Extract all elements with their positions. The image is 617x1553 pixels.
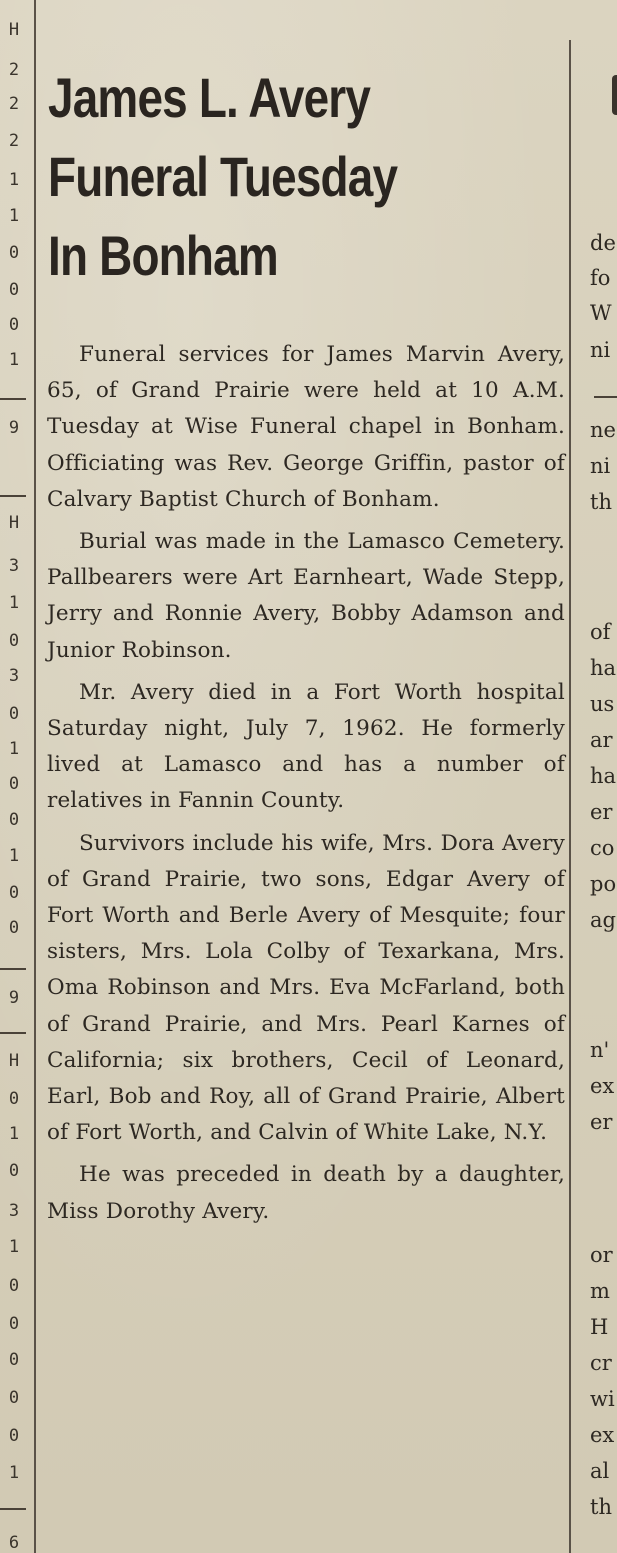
adjacent-text-fragment: co: [590, 836, 615, 860]
article-body: [47, 337, 565, 1230]
margin-digit: 0: [8, 631, 20, 651]
margin-digit: H: [8, 513, 20, 533]
headline-line-2: Funeral Tuesday: [48, 145, 398, 208]
margin-digit: 1: [8, 593, 20, 613]
adjacent-text-fragment: or: [590, 1243, 613, 1267]
headline-line-3: In Bonham: [48, 224, 278, 287]
adjacent-text-fragment: ex: [590, 1423, 615, 1447]
margin-digit: 0: [8, 810, 20, 830]
column-rule-right: [569, 40, 571, 1553]
margin-digit: 0: [8, 774, 20, 794]
adjacent-column-rule: [594, 396, 617, 398]
adjacent-text-fragment: of: [590, 620, 611, 644]
article-headline: [48, 58, 466, 295]
margin-digit: 0: [8, 1276, 20, 1296]
margin-digit: 1: [8, 739, 20, 759]
margin-rule: [0, 398, 26, 400]
margin-digit: 2: [8, 60, 20, 80]
adjacent-text-fragment: ha: [590, 656, 617, 680]
adjacent-text-fragment: m: [590, 1279, 610, 1303]
margin-digit: 0: [8, 918, 20, 938]
margin-digit: H: [8, 1051, 20, 1071]
adjacent-text-fragment: fo: [590, 266, 611, 290]
adjacent-text-fragment: ne: [590, 418, 616, 442]
adjacent-text-fragment: wi: [590, 1387, 615, 1411]
margin-digit: 1: [8, 1124, 20, 1144]
margin-digit: 1: [8, 1237, 20, 1257]
headline-line-1: James L. Avery: [48, 66, 371, 129]
margin-digit: 0: [8, 883, 20, 903]
adjacent-text-fragment: er: [590, 1110, 613, 1134]
adjacent-text-fragment: us: [590, 692, 615, 716]
adjacent-text-fragment: W: [590, 301, 612, 325]
margin-number-column: [0, 0, 32, 1553]
adjacent-text-fragment: ag: [590, 908, 616, 932]
margin-digit: 0: [8, 243, 20, 263]
adjacent-text-fragment: th: [590, 1495, 612, 1519]
adjacent-text-fragment: ar: [590, 728, 613, 752]
margin-digit: 0: [8, 280, 20, 300]
adjacent-text-fragment: H: [590, 1315, 609, 1339]
margin-digit: 1: [8, 846, 20, 866]
adjacent-text-fragment: ha: [590, 764, 617, 788]
margin-digit: 0: [8, 315, 20, 335]
margin-digit: 1: [8, 170, 20, 190]
margin-digit: 0: [8, 1089, 20, 1109]
adjacent-text-fragment: al: [590, 1459, 610, 1483]
margin-digit: 2: [8, 131, 20, 151]
adjacent-text-fragment: ni: [590, 454, 611, 478]
margin-digit: 1: [8, 206, 20, 226]
margin-digit: 1: [8, 350, 20, 370]
margin-digit: 3: [8, 1201, 20, 1221]
margin-digit: 0: [8, 1388, 20, 1408]
adjacent-text-fragment: ex: [590, 1074, 615, 1098]
margin-rule: [0, 1032, 26, 1034]
margin-rule: [0, 495, 26, 497]
adjacent-text-fragment: cr: [590, 1351, 612, 1375]
margin-digit: 6: [8, 1533, 20, 1553]
margin-digit: 0: [8, 1350, 20, 1370]
margin-rule: [0, 1508, 26, 1510]
margin-digit: 0: [8, 1161, 20, 1181]
margin-digit: 3: [8, 556, 20, 576]
margin-digit: 9: [8, 988, 20, 1008]
adjacent-text-fragment: n': [590, 1038, 610, 1062]
adjacent-text-fragment: er: [590, 800, 613, 824]
margin-digit: 0: [8, 1426, 20, 1446]
margin-rule: [0, 968, 26, 970]
adjacent-text-fragment: de: [590, 231, 616, 255]
margin-digit: 0: [8, 1314, 20, 1334]
margin-digit: 9: [8, 418, 20, 438]
article-paragraph-2: Burial was made in the Lamasco Cemetery. Pallbearers were Art Earnheart, Wade Stepp, Jerry and Ronnie Avery, Bobby Adamson and Junior Robinson.: [47, 529, 565, 663]
margin-digit: 3: [8, 666, 20, 686]
adjacent-text-fragment: th: [590, 490, 612, 514]
adjacent-text-fragment: po: [590, 872, 617, 896]
margin-digit: 1: [8, 1463, 20, 1483]
adjacent-headline-fragment: [612, 75, 617, 115]
article-paragraph-4: Survivors include his wife, Mrs. Dora Avery of Grand Prairie, two sons, Edgar Avery of Fort Worth and Berle Avery of Mesquite; four sisters, Mrs. Lola Colby of Texarkana, Mrs. Oma Robinson and Mrs. Eva McFarland, both of Grand Prairie, and Mrs. Pearl Karnes of California; six brothers, Cecil of Leonard, Earl, Bob and Roy, all of Grand Prairie, Albert of Fort Worth, and Calvin of White Lake, N.Y.: [47, 830, 565, 1146]
adjacent-column-fragment: [576, 0, 617, 1553]
article-paragraph-3: Mr. Avery died in a Fort Worth hospital Saturday night, July 7, 1962. He formerly lived at Lamasco and has a number of relatives in Fannin County.: [47, 679, 565, 814]
margin-digit: H: [8, 20, 20, 40]
margin-digit: 0: [8, 704, 20, 724]
article-paragraph-1: Funeral services for James Marvin Avery, 65, of Grand Prairie were held at 10 A.M. Tuesday at Wise Funeral chapel in Bonham. Officiating was Rev. George Griffin, pastor of Calvary Baptist Church of Bonham.: [47, 342, 565, 512]
article-paragraph-5: He was preceded in death by a daughter, Miss Dorothy Avery.: [47, 1162, 565, 1224]
column-rule-left: [34, 0, 36, 1553]
margin-digit: 2: [8, 94, 20, 114]
adjacent-text-fragment: ni: [590, 338, 611, 362]
